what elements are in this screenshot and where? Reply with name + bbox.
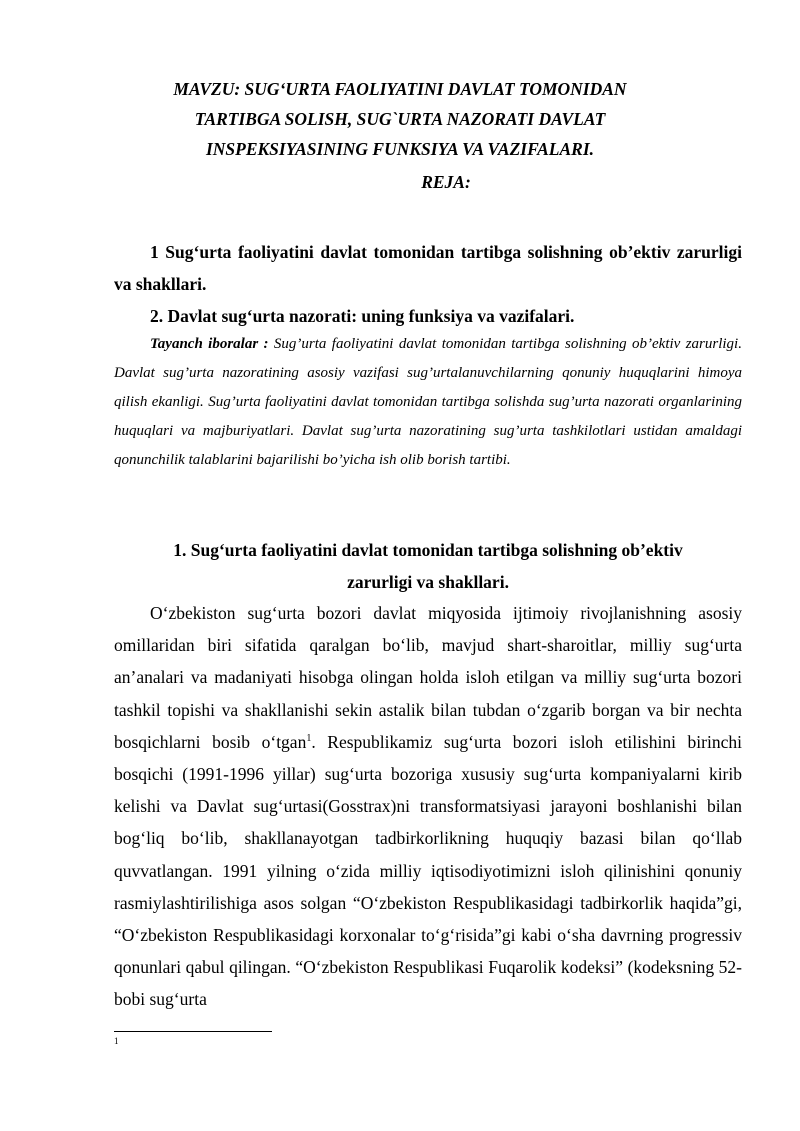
keywords-label: Tayanch iboralar : bbox=[150, 336, 269, 352]
plan-item-1: 1 Sug‘urta faoliyatini davlat tomonidan tartibga solishning ob’ektiv zarurligi va shakllari. bbox=[114, 242, 742, 294]
keywords-paragraph bbox=[114, 330, 742, 475]
title-line-1: MAVZU: SUG‘URTA FAOLIYATINI DAVLAT TOMONIDAN bbox=[173, 79, 627, 99]
footnote-reference[interactable]: 1 bbox=[306, 732, 312, 744]
body-paragraph bbox=[114, 597, 742, 1016]
section-heading-line-2: zarurligi va shakllari. bbox=[347, 572, 509, 592]
plan-list bbox=[114, 236, 742, 332]
document-title bbox=[100, 74, 700, 164]
section-heading bbox=[114, 534, 742, 598]
title-line-2: TARTIBGA SOLISH, SUG`URTA NAZORATI DAVLAT bbox=[194, 109, 606, 129]
keywords-text: Sug’urta faoliyatini davlat tomonidan tartibga solishning ob’ektiv zarurligi. Davlat sug’urta nazoratining asosiy vazifasi sug’urtalanuvchilarning qonuniy huquqlarini himoya qilish ekanligi. Sug’urta faoliyatini davlat tomonidan tartibga solishda sug’urta nazorati organlarining huquqlari va majburiyatlari. Davlat sug’urta nazoratining sug’urta tashkilotlari ustidan amaldagi qonunchilik talablarini bajarilishi bo’yicha ish olib borish tartibi. bbox=[114, 336, 742, 468]
body-text-part-2: . Respublikamiz sug‘urta bozori isloh etilishini birinchi bosqichi (1991-1996 yillar) sug‘urta bozoriga xususiy sug‘urta kompaniyalarni kirib kelishi va Davlat sug‘urtasi(Gosstrax)ni transformatsiyasi jarayoni boshlanishi bilan bog‘liq bo‘lib, shakllanayotgan tadbirkorlikning huquqiy bazasi bilan qo‘llab quvvatlangan. 1991 yilning o‘zida milliy iqtisodiyotimizni isloh qilinishini qonuniy rasmiylashtirilishiga asos solgan “O‘zbekiston Respublikasidagi tadbirkorlik haqida”gi, “O‘zbekiston Respublikasidagi korxonalar to‘g‘risida”gi kabi o‘sha davrning progressiv qonunlari qabul qilingan. “O‘zbekiston Respublikasi Fuqarolik kodeksi” (kodeksning 52-bobi sug‘urta bbox=[114, 731, 742, 1010]
footnote-mark: 1 bbox=[114, 1036, 119, 1046]
plan-heading: REJA: bbox=[421, 172, 471, 192]
footnote-separator bbox=[114, 1031, 272, 1032]
section-heading-line-1: 1. Sug‘urta faoliyatini davlat tomonidan tartibga solishning ob’ektiv bbox=[173, 540, 683, 560]
plan-item-2: 2. Davlat sug‘urta nazorati: uning funksiya va vazifalari. bbox=[150, 306, 575, 326]
body-text-part-1: O‘zbekiston sug‘urta bozori davlat miqyosida ijtimoiy rivojlanishning asosiy omillaridan biri sifatida qaralgan bo‘lib, mavjud shart-sharoitlar, milliy sug‘urta an’analari va madaniyati hisobga olingan holda isloh etilgan va milliy sug‘urta bozori tashkil topishi va shakllanishi sekin astalik bilan tubdan o‘zgarib borgan va bir nechta bosqichlarni bosib o‘tgan bbox=[114, 603, 742, 752]
title-line-3: INSPEKSIYASINING FUNKSIYA VA VAZIFALARI. bbox=[205, 139, 595, 159]
